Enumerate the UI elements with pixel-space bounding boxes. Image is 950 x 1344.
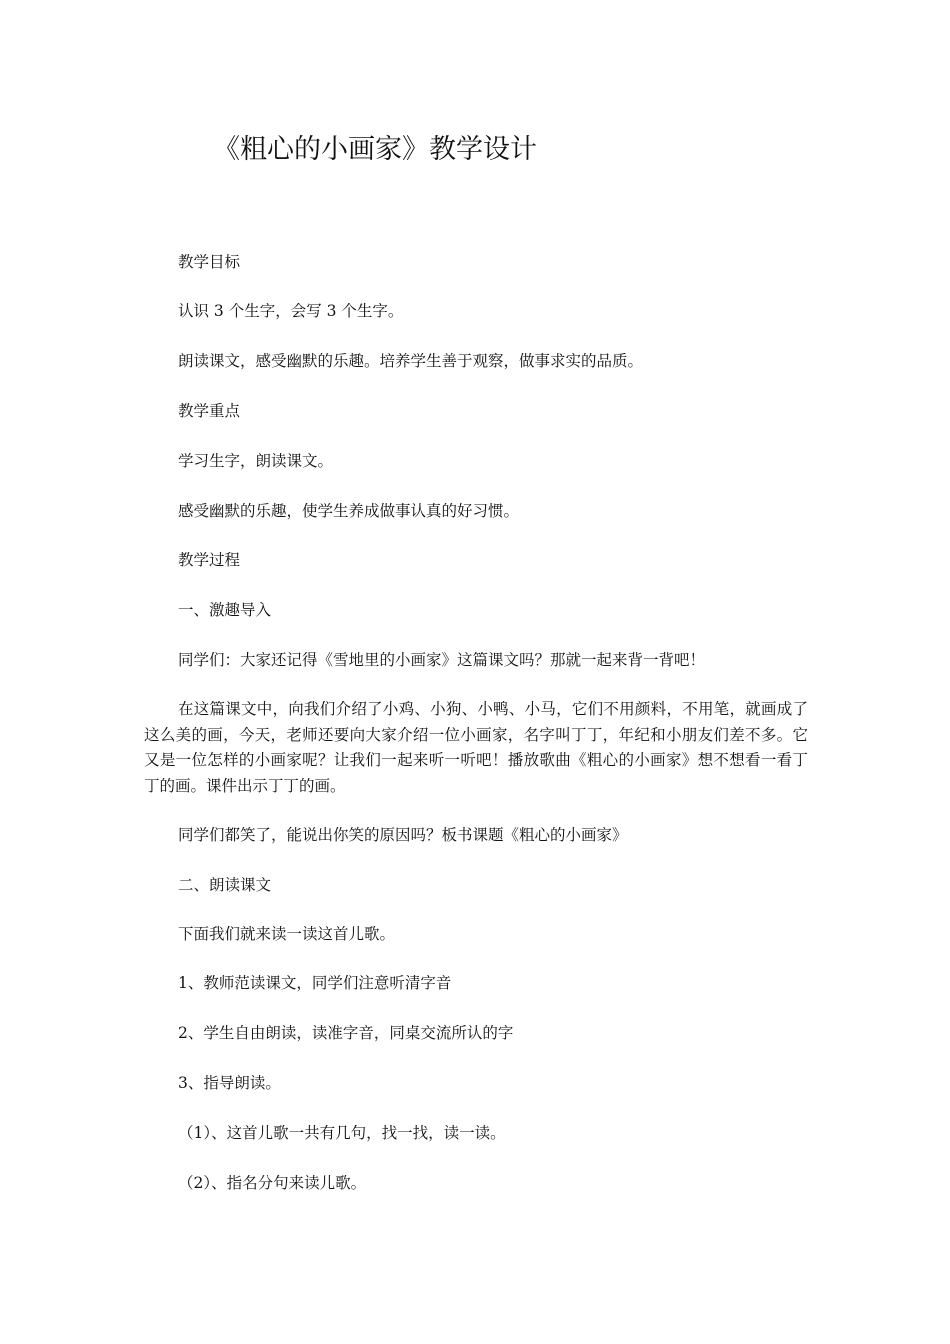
paragraph: 同学们：大家还记得《雪地里的小画家》这篇课文吗？那就一起来背一背吧！ — [178, 651, 706, 669]
paragraph: 感受幽默的乐趣，使学生养成做事认真的好习惯。 — [178, 502, 520, 520]
sub-list-item: （1）、这首儿歌一共有几句，找一找，读一读。 — [178, 1124, 506, 1142]
paragraph: 同学们都笑了，能说出你笑的原因吗？板书课题《粗心的小画家》 — [178, 826, 628, 844]
paragraph-block: 在这篇课文中，向我们介绍了小鸡、小狗、小鸭、小马，它们不用颜料，不用笔，就画成了这么美的画，今天，老师还要向大家介绍一位小画家，名字叫丁丁，年纪和小朋友们差不多。它又是一位怎样的小画家呢？让我们一起来听一听吧！播放歌曲《粗心的小画家》想不想看一看丁丁的画。课件出示丁丁的画。 — [144, 700, 808, 795]
list-item: 3、指导朗读。 — [178, 1074, 281, 1092]
list-item: 2、学生自由朗读，读准字音，同桌交流所认的字 — [178, 1024, 514, 1042]
section-heading: 二、朗读课文 — [178, 876, 272, 894]
heading-teaching-process: 教学过程 — [178, 551, 241, 569]
heading-teaching-goals: 教学目标 — [178, 253, 241, 271]
heading-teaching-focus: 教学重点 — [178, 402, 241, 420]
paragraph: 朗读课文，感受幽默的乐趣。培养学生善于观察，做事求实的品质。 — [178, 352, 644, 370]
section-heading: 一、激趣导入 — [178, 601, 272, 619]
paragraph: 下面我们就来读一读这首儿歌。 — [178, 925, 396, 943]
paragraph: 学习生字，朗读课文。 — [178, 452, 334, 470]
document-title: 《粗心的小画家》教学设计 — [213, 134, 537, 165]
sub-list-item: （2）、指名分句来读儿歌。 — [178, 1174, 367, 1192]
paragraph: 认识 3 个生字，会写 3 个生字。 — [178, 302, 404, 320]
list-item: 1、教师范读课文，同学们注意听清字音 — [178, 974, 452, 992]
